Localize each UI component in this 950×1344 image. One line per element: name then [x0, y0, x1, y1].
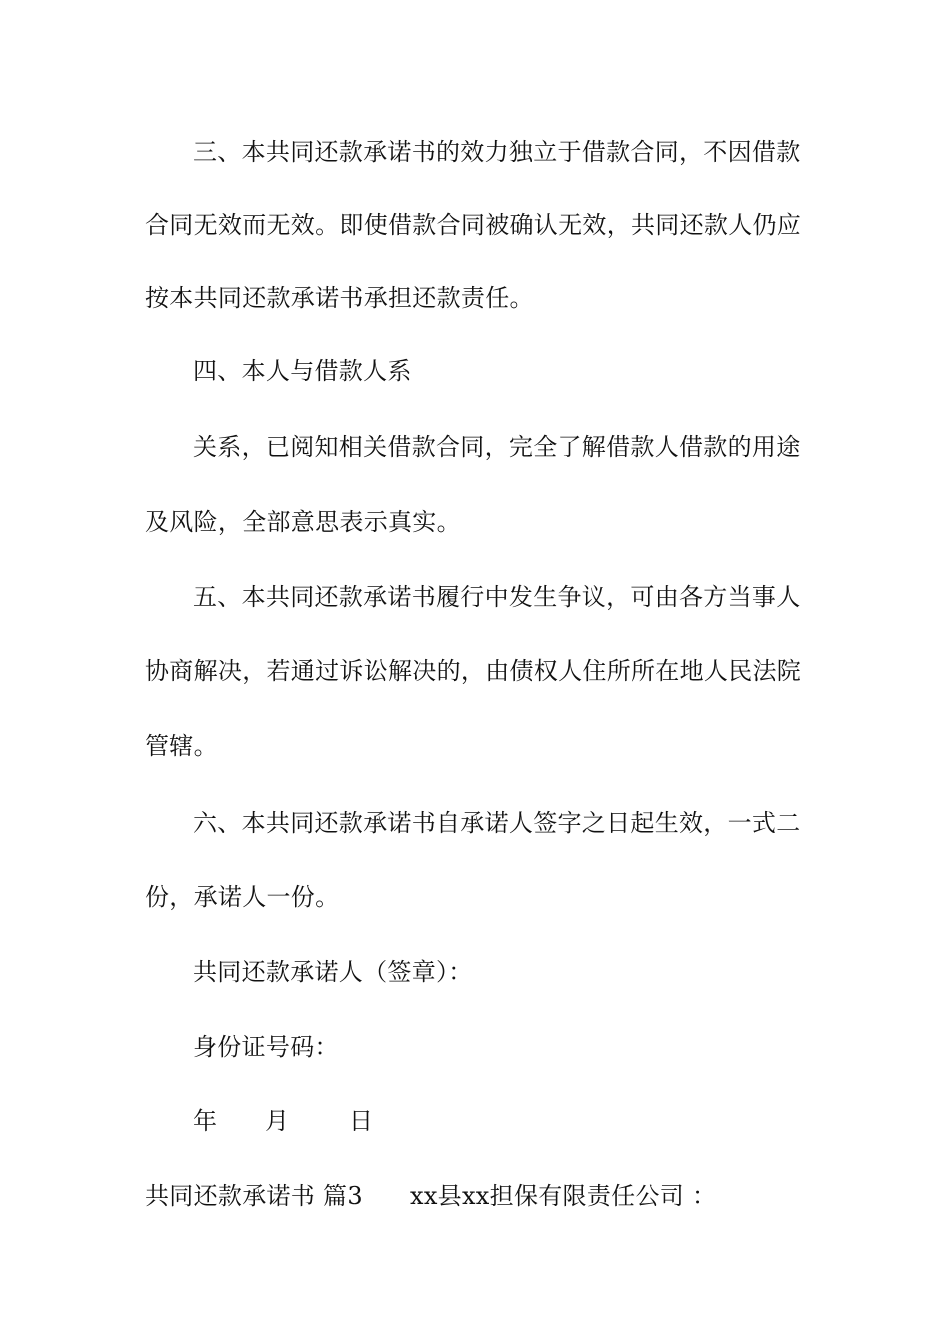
- paragraph-3-line-3: 按本共同还款承诺书承担还款责任。: [145, 284, 534, 312]
- paragraph-4-heading: 四、本人与借款人系: [193, 357, 412, 385]
- paragraph-5-line-2: 协商解决，若通过诉讼解决的，由债权人住所所在地人民法院: [145, 657, 802, 685]
- date-day-label: 日: [349, 1107, 374, 1135]
- footer-line: [145, 1181, 363, 1211]
- paragraph-3-line-2: 合同无效而无效。即使借款合同被确认无效，共同还款人仍应: [145, 211, 802, 239]
- paragraph-6-line-1: 六、本共同还款承诺书自承诺人签字之日起生效，一式二: [193, 809, 801, 837]
- date-month-label: 月: [265, 1107, 290, 1135]
- paragraph-4-line-1: 关系，已阅知相关借款合同，完全了解借款人借款的用途: [193, 433, 801, 461]
- paragraph-6-line-2: 份，承诺人一份。: [145, 883, 340, 911]
- signature-label: 共同还款承诺人（签章）：: [193, 958, 473, 986]
- id-number-label: 身份证号码：: [193, 1033, 339, 1061]
- date-line: [193, 1106, 373, 1136]
- paragraph-5-line-1: 五、本共同还款承诺书履行中发生争议，可由各方当事人: [193, 583, 801, 611]
- section-title: 共同还款承诺书 篇3: [145, 1182, 363, 1210]
- date-year-label: 年: [193, 1107, 218, 1135]
- paragraph-4-line-2: 及风险，全部意思表示真实。: [145, 508, 461, 536]
- addressee-line: xx县xx担保有限责任公司 ：: [410, 1182, 717, 1210]
- paragraph-3-line-1: 三、本共同还款承诺书的效力独立于借款合同，不因借款: [193, 138, 801, 166]
- paragraph-5-line-3: 管辖。: [145, 732, 218, 760]
